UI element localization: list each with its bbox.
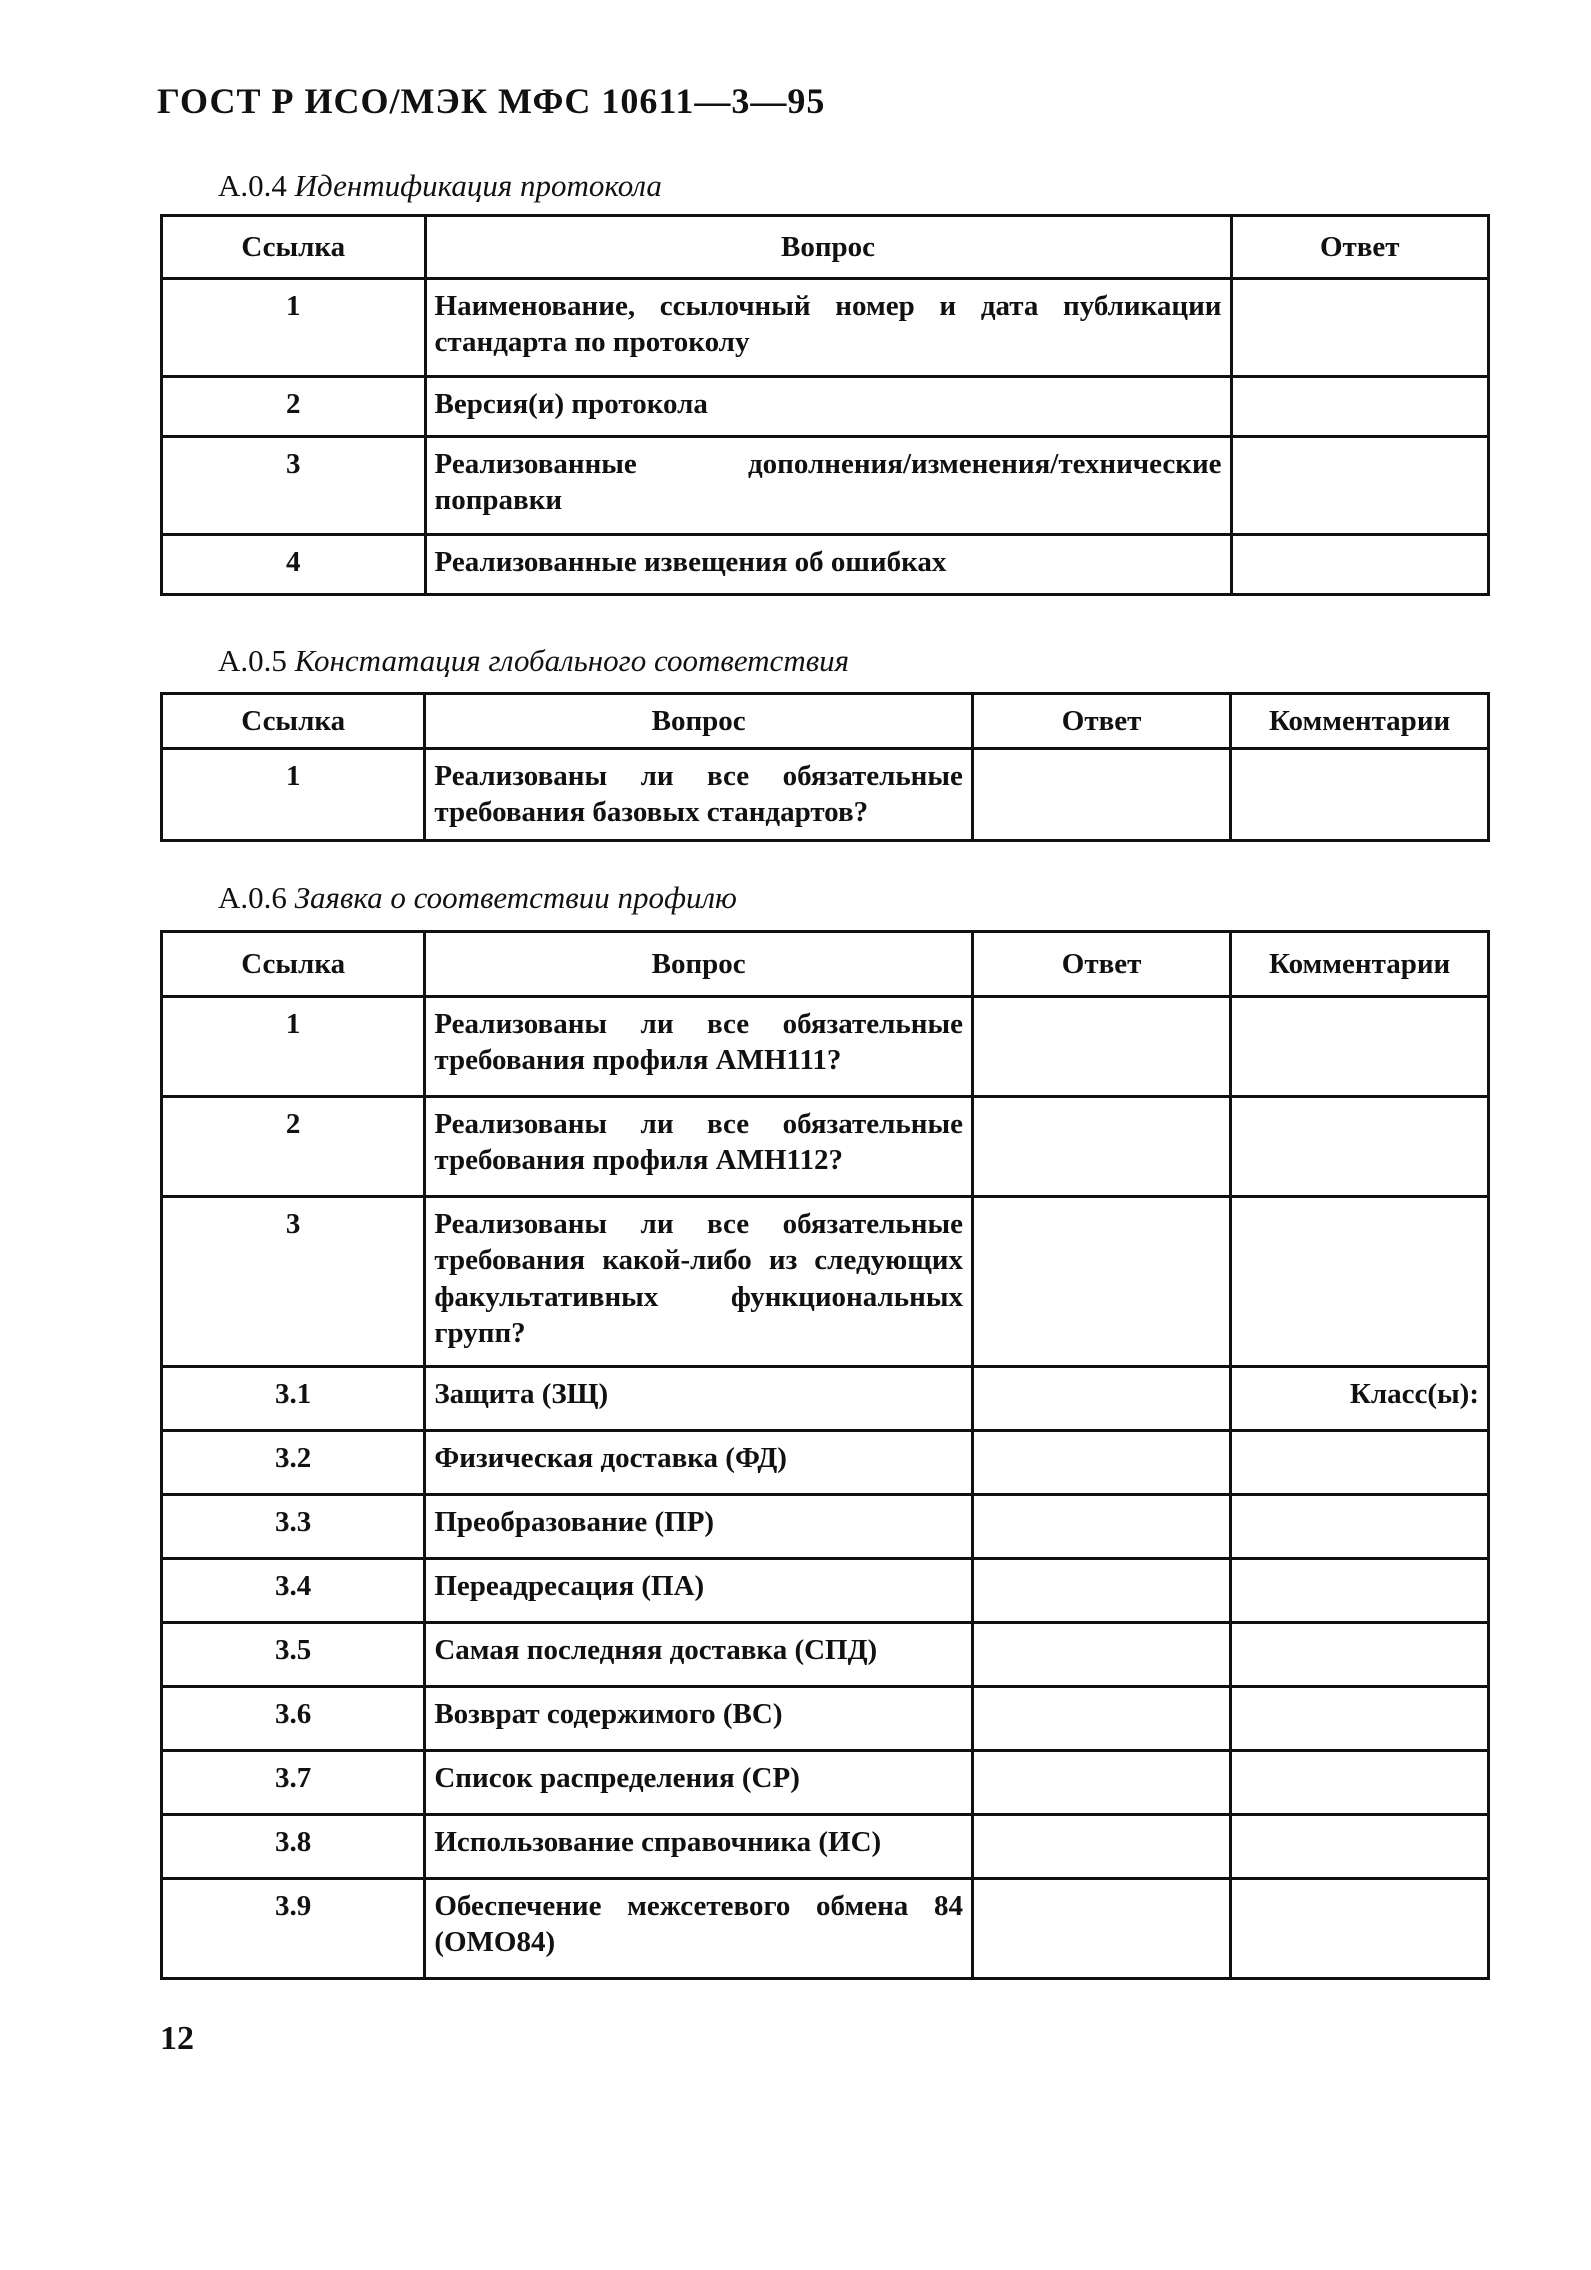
question-cell: Возврат содержимого (ВС)	[425, 1687, 973, 1751]
ref-cell: 3	[162, 437, 426, 535]
section-title: Идентификация протокола	[294, 168, 662, 203]
comment-cell[interactable]: Класс(ы):	[1231, 1367, 1489, 1431]
answer-cell[interactable]	[972, 1559, 1230, 1623]
table-row	[162, 1879, 1489, 1979]
ref-cell: 2	[162, 1097, 425, 1197]
ref-cell: 3.8	[162, 1815, 425, 1879]
comment-cell[interactable]	[1231, 1623, 1489, 1687]
comment-cell[interactable]	[1231, 749, 1489, 841]
ref-cell: 3.2	[162, 1431, 425, 1495]
answer-cell[interactable]	[972, 1751, 1230, 1815]
section-number: A.0.5	[218, 643, 287, 678]
ref-cell: 3	[162, 1197, 425, 1367]
table-row	[162, 1097, 1489, 1197]
question-cell: Реализованные извещения об ошибках	[425, 535, 1231, 595]
question-cell: Физическая доставка (ФД)	[425, 1431, 973, 1495]
question-cell: Переадресация (ПА)	[425, 1559, 973, 1623]
comment-cell[interactable]	[1231, 1431, 1489, 1495]
ref-cell: 2	[162, 377, 426, 437]
question-cell: Версия(и) протокола	[425, 377, 1231, 437]
section-title: Заявка о соответствии профилю	[294, 880, 737, 915]
question-cell: Реализованные дополнения/изменения/технические поправки	[425, 437, 1231, 535]
answer-cell[interactable]	[972, 1495, 1230, 1559]
comment-cell[interactable]	[1231, 1687, 1489, 1751]
table-header-row	[162, 932, 1489, 997]
comment-cell[interactable]	[1231, 1879, 1489, 1979]
answer-cell[interactable]	[972, 997, 1230, 1097]
question-cell: Реализованы ли все обязательные требования профиля АМН111?	[425, 997, 973, 1097]
column-header: Вопрос	[425, 694, 973, 749]
comment-cell[interactable]	[1231, 1097, 1489, 1197]
table-row	[162, 279, 1489, 377]
ref-cell: 3.1	[162, 1367, 425, 1431]
question-cell: Преобразование (ПР)	[425, 1495, 973, 1559]
table-row	[162, 1559, 1489, 1623]
ref-cell: 3.9	[162, 1879, 425, 1979]
answer-cell[interactable]	[972, 1097, 1230, 1197]
section-heading-a05	[218, 643, 849, 679]
column-header: Комментарии	[1231, 932, 1489, 997]
ref-cell: 1	[162, 997, 425, 1097]
comment-cell[interactable]	[1231, 1559, 1489, 1623]
table-header-row	[162, 694, 1489, 749]
table-row	[162, 997, 1489, 1097]
answer-cell[interactable]	[972, 749, 1230, 841]
question-cell: Обеспечение межсетевого обмена 84 (ОМО84)	[425, 1879, 973, 1979]
column-header: Вопрос	[425, 932, 973, 997]
section-heading-a06	[218, 880, 737, 916]
question-cell: Реализованы ли все обязательные требования профиля АМН112?	[425, 1097, 973, 1197]
question-cell: Реализованы ли все обязательные требования какой-либо из следующих факультативных функциональных групп?	[425, 1197, 973, 1367]
table-row	[162, 535, 1489, 595]
table-row	[162, 437, 1489, 535]
answer-cell[interactable]	[972, 1431, 1230, 1495]
table-row	[162, 1815, 1489, 1879]
table-row	[162, 1367, 1489, 1431]
ref-cell: 3.5	[162, 1623, 425, 1687]
section-number: A.0.4	[218, 168, 287, 203]
answer-cell[interactable]	[1231, 535, 1488, 595]
column-header: Ответ	[972, 932, 1230, 997]
question-cell: Реализованы ли все обязательные требования базовых стандартов?	[425, 749, 973, 841]
comment-cell[interactable]	[1231, 997, 1489, 1097]
answer-cell[interactable]	[1231, 437, 1488, 535]
column-header: Ответ	[972, 694, 1230, 749]
column-header: Ссылка	[162, 932, 425, 997]
question-cell: Список распределения (СР)	[425, 1751, 973, 1815]
answer-cell[interactable]	[972, 1197, 1230, 1367]
ref-cell: 3.4	[162, 1559, 425, 1623]
table-row	[162, 1495, 1489, 1559]
table-row	[162, 1751, 1489, 1815]
column-header: Вопрос	[425, 216, 1231, 279]
ref-cell: 1	[162, 749, 425, 841]
answer-cell[interactable]	[972, 1815, 1230, 1879]
global-conformance-table	[160, 692, 1490, 842]
comment-cell[interactable]	[1231, 1197, 1489, 1367]
column-header: Ссылка	[162, 694, 425, 749]
comment-cell[interactable]	[1231, 1815, 1489, 1879]
question-cell: Наименование, ссылочный номер и дата публикации стандарта по протоколу	[425, 279, 1231, 377]
page-number: 12	[160, 2020, 194, 2057]
section-heading-a04	[218, 168, 662, 204]
answer-cell[interactable]	[1231, 279, 1488, 377]
protocol-identification-table	[160, 214, 1490, 596]
comment-cell[interactable]	[1231, 1751, 1489, 1815]
column-header: Ответ	[1231, 216, 1488, 279]
section-number: A.0.6	[218, 880, 287, 915]
column-header: Комментарии	[1231, 694, 1489, 749]
table-row	[162, 1431, 1489, 1495]
table-row	[162, 1197, 1489, 1367]
table-row	[162, 377, 1489, 437]
ref-cell: 3.7	[162, 1751, 425, 1815]
table-row	[162, 1687, 1489, 1751]
ref-cell: 3.6	[162, 1687, 425, 1751]
ref-cell: 4	[162, 535, 426, 595]
question-cell: Использование справочника (ИС)	[425, 1815, 973, 1879]
answer-cell[interactable]	[972, 1687, 1230, 1751]
answer-cell[interactable]	[972, 1367, 1230, 1431]
ref-cell: 1	[162, 279, 426, 377]
question-cell: Защита (ЗЩ)	[425, 1367, 973, 1431]
answer-cell[interactable]	[1231, 377, 1488, 437]
table-row	[162, 1623, 1489, 1687]
question-cell: Самая последняя доставка (СПД)	[425, 1623, 973, 1687]
comment-cell[interactable]	[1231, 1495, 1489, 1559]
section-title: Констатация глобального соответствия	[294, 643, 850, 678]
column-header: Ссылка	[162, 216, 426, 279]
answer-cell[interactable]	[972, 1879, 1230, 1979]
document-header: ГОСТ Р ИСО/МЭК МФС 10611—3—95	[157, 81, 826, 121]
ref-cell: 3.3	[162, 1495, 425, 1559]
table-row	[162, 749, 1489, 841]
answer-cell[interactable]	[972, 1623, 1230, 1687]
profile-conformance-table	[160, 930, 1490, 1980]
table-header-row	[162, 216, 1489, 279]
